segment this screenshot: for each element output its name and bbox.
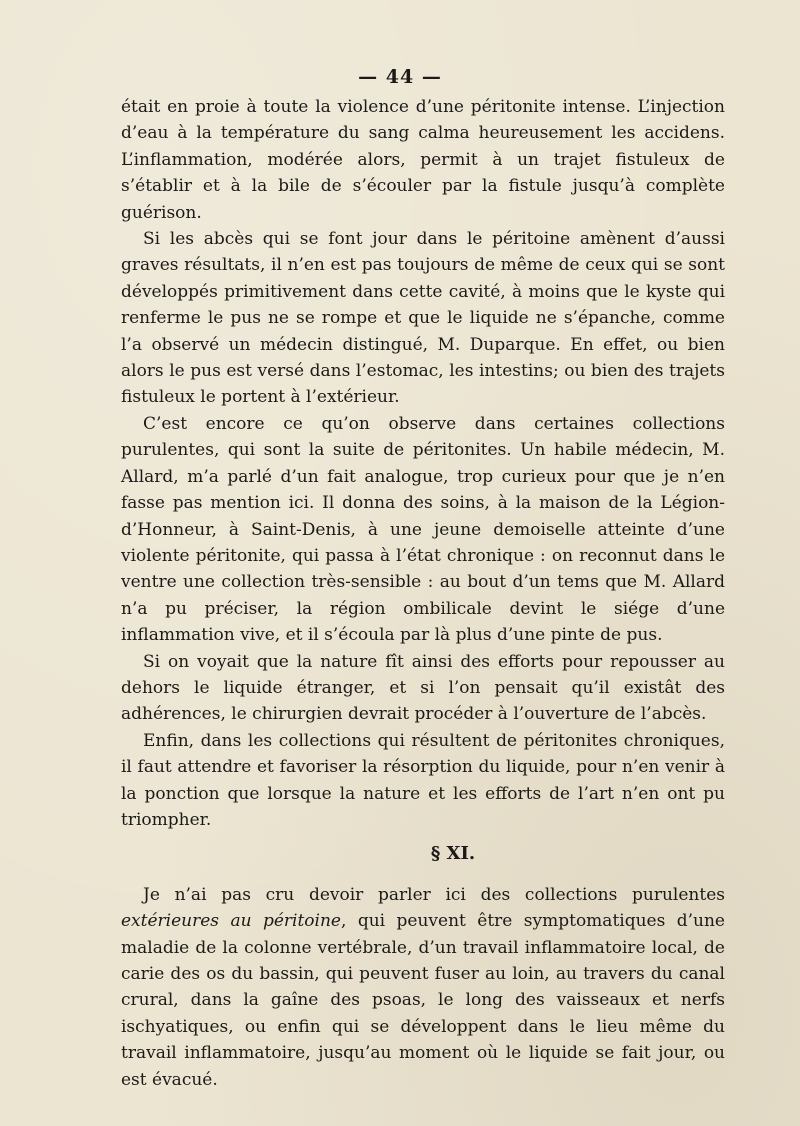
paragraph-peritonites-chroniques: Enfin, dans les collections qui résultent de péritonites chroniques, il faut attendre et favoriser la résorption du liquide, pour n’en venir à la ponction que lorsque la nature et les efforts de l’art n’en ont pu triompher. bbox=[121, 730, 725, 830]
section-text-before: Je n’ai pas cru devoir parler ici des collections purulentes bbox=[143, 884, 725, 905]
section-heading: § XI. bbox=[430, 843, 476, 865]
page-number: — 44 — bbox=[358, 66, 442, 88]
paragraph-continuation: était en proie à toute la violence d’une péritonite intense. L’injection d’eau à la température du sang calma heureusement les accidens. L’inflammation, modérée alors, permit à un trajet fistuleux de s’établir et à la bile de s’écouler par la fistule jusqu’à complète guérison. bbox=[121, 97, 725, 223]
section-text-italic: extérieures au péritoine bbox=[121, 911, 341, 932]
paragraph-nature-efforts: Si on voyait que la nature fît ainsi des efforts pour repousser au dehors le liquide étranger, et si l’on pensait qu’il existât des adhérences, le chirurgien devrait procéder à l’ouverture de l’abcès. bbox=[121, 651, 725, 725]
section-text-after: , qui peuvent être symptomatiques d’une maladie de la colonne vertébrale, d’un travail inflammatoire local, de carie des os du bassin, qui peuvent fuser au loin, au travers du canal crural, dans la gaîne des psoas, le long des vaisseaux et nerfs ischyatiques, ou enfin qui se développent dans le lieu même du travail inflammatoire, jusqu’au moment où le liquide se fait jour, ou est évacué. bbox=[121, 911, 725, 1090]
main-text bbox=[121, 94, 725, 1093]
section-paragraph bbox=[121, 882, 725, 1093]
paragraph-abces: Si les abcès qui se font jour dans le péritoine amènent d’aussi graves résultats, il n’en est pas toujours de même de ceux qui se sont développés primitivement dans cette cavité, à moins que le kyste qui renferme le pus ne se rompe et que le liquide ne s’épanche, comme l’a observé un médecin distingué, M. Duparque. En effet, ou bien alors le pus est versé dans l’estomac, les intestins; ou bien des trajets fistuleux le portent à l’extérieur. bbox=[121, 229, 725, 408]
paragraph-collections-purulentes: C’est encore ce qu’on observe dans certaines collections purulentes, qui sont la suite de péritonites. Un habile médecin, M. Allard, m’a parlé d’un fait analogue, trop curieux pour que je n’en fasse pas mention ici. Il donna des soins, à la maison de la Légion-d’Honneur, à Saint-Denis, à une jeune demoiselle atteinte d’une violente péritonite, qui passa à l’état chronique : on reconnut dans le ventre une collection très-sensible : au bout d’un tems que M. Allard n’a pu préciser, la région ombilicale devint le siége d’une inflammation vive, et il s’écoula par là plus d’une pinte de pus. bbox=[121, 413, 725, 646]
